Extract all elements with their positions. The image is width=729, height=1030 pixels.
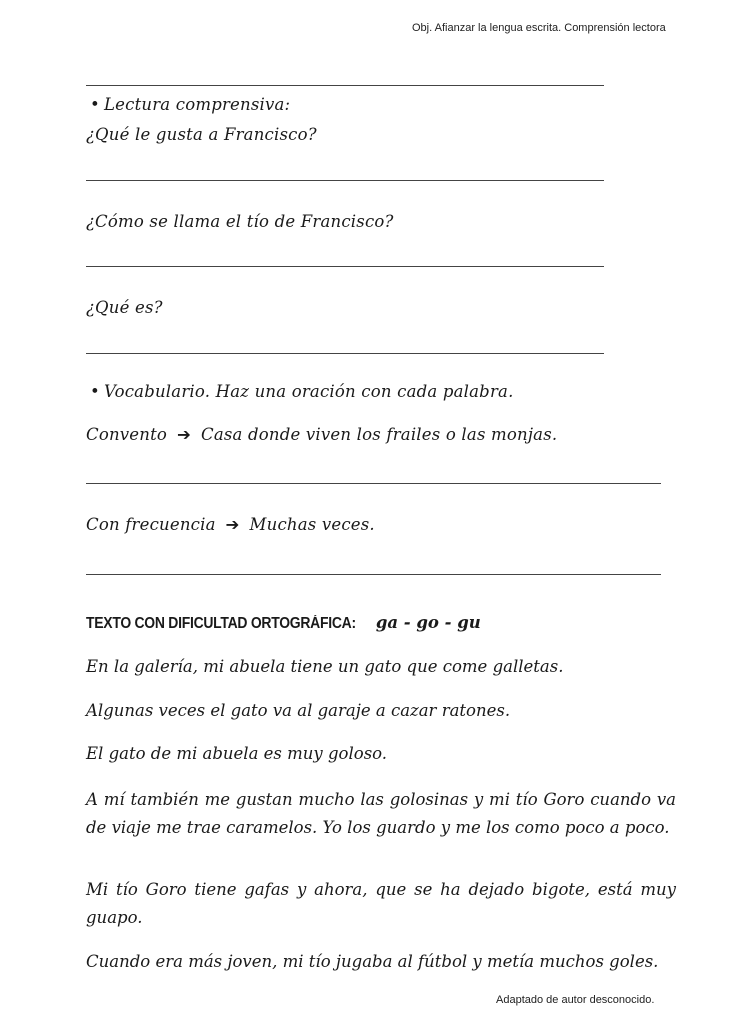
paragraph-5: Mi tío Goro tiene gafas y ahora, que se ha dejado bigote, está muy guapo. [86, 880, 676, 927]
paragraph-3: El gato de mi abuela es muy goloso. [86, 744, 388, 763]
answer-line [86, 574, 661, 575]
question-2: ¿Cómo se llama el tío de Francisco? [86, 212, 394, 231]
comprehension-label: Lectura comprensiva: [104, 95, 291, 114]
vocab-definition: Muchas veces. [249, 515, 375, 534]
bullet-icon: • [90, 95, 100, 114]
answer-line [86, 180, 604, 181]
objective-header: Obj. Afianzar la lengua escrita. Comprensión lectora [412, 22, 666, 34]
paragraph-6: Cuando era más joven, mi tío jugaba al fútbol y metía muchos goles. [86, 952, 659, 971]
vocabulary-bullet [90, 382, 514, 401]
answer-line [86, 266, 604, 267]
vocabulary-label: Vocabulario. Haz una oración con cada palabra. [104, 382, 514, 401]
answer-line [86, 85, 604, 86]
bullet-icon: • [90, 382, 100, 401]
answer-line [86, 353, 604, 354]
vocab-entry-1 [86, 425, 557, 444]
vocab-definition: Casa donde viven los frailes o las monjas. [201, 425, 558, 444]
question-1: ¿Qué le gusta a Francisco? [86, 125, 317, 144]
vocab-word: Convento [86, 425, 168, 444]
paragraph-2: Algunas veces el gato va al garaje a cazar ratones. [86, 701, 511, 720]
arrow-right-icon: ➔ [219, 515, 246, 534]
paragraph-4: A mí también me gustan mucho las golosinas y mi tío Goro cuando va de viaje me trae caramelos. Yo los guardo y me los como poco a poco. [86, 790, 676, 837]
vocab-entry-2 [86, 515, 375, 534]
author-credit: Adaptado de autor desconocido. [496, 994, 655, 1006]
title-syllables: ga - go - gu [375, 613, 481, 632]
paragraph-1: En la galería, mi abuela tiene un gato que come galletas. [86, 657, 564, 676]
comprehension-bullet [90, 95, 291, 114]
arrow-right-icon: ➔ [171, 425, 197, 444]
title-text: TEXTO CON DIFICULTAD ORTOGRÁFICA: [86, 615, 356, 632]
question-3: ¿Qué es? [86, 298, 163, 317]
answer-line [86, 483, 661, 484]
vocab-word: Con frecuencia [86, 515, 216, 534]
section-title [86, 613, 481, 633]
